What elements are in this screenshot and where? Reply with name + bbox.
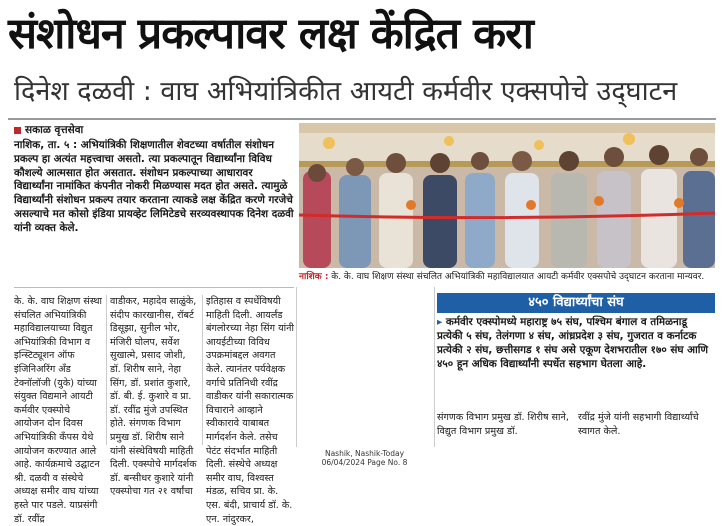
column-separator <box>202 295 203 445</box>
source-label: सकाळ वृत्तसेवा <box>25 124 84 136</box>
column-separator <box>434 287 435 447</box>
box-text <box>437 316 715 402</box>
body-column-3: इतिहास व स्पर्धेविषयी माहिती दिली. आयर्लंड बंगलोरच्या नेहा सिंग यांनी आयईटीच्या विविध उपक्रमांबद्दल अवगत केले. त्यानंतर पर्यवेक्षक वर्गाचे प्रतिनिधी रवींद्र वाडीकर यांनी सकारात्मक विचाराने आव्हाने स्वीकारावे याबाबत मार्गदर्शन केले. तसेच पेटंट संदर्भात माहिती दिली. संस्थेचे अध्यक्ष समीर वाघ, विश्वस्त मंडळ, सचिव प्रा. के. एस. बंदी, प्राचार्य डॉ. के. एन. नांदुरकर, <box>206 296 294 525</box>
caption-place: नाशिक : <box>299 272 329 282</box>
footer-line-2: 06/04/2024 Page No. 8 <box>321 458 408 467</box>
news-photo <box>299 123 715 268</box>
box-text-content: कर्मवीर एक्स्पोमध्ये महाराष्ट्र ७५ संघ, पश्चिम बंगाल व तमिळनाडू प्रत्येकी ५ संघ, तेलंगणा ४ संघ, आंध्रप्रदेश ३ संघ, गुजरात व कर्नाटक प्रत्येकी २ संघ, छत्तीसगड १ संघ असे एकूण देशभरातील १७० संघ आणि ४५० हून अधिक विद्यार्थ्यांनी स्पर्धेत सहभाग घेतला आहे. <box>437 316 708 370</box>
body-column-5: संगणक विभाग प्रमुख डॉ. शिरीष साने, विद्युत विभाग प्रमुख डॉ. <box>437 412 569 437</box>
lead-paragraph: नाशिक, ता. ५ : अभियांत्रिकी शिक्षणातील शेवटच्या वर्षातील संशोधन प्रकल्प हा अत्यंत महत्त्वाचा असतो. त्या प्रकल्पातून विद्यार्थ्यांना विविध कौशल्ये आत्मसात होत असतात. संशोधन प्रकल्पाच्या आधारावर विद्यार्थ्यांना नामांकित कंपनीत नोकरी मिळण्यास मदत होत असते. त्यामुळे विद्यार्थ्यांनी संशोधन प्रकल्प तयार करताना त्याकडे लक्ष केंद्रित करणे गरजेचे असल्याचे मत कोसो इंडिया प्रायव्हेट लिमिटेडचे सरव्यवस्थापक दिनेश दळवी यांनी व्यक्त केले. <box>14 139 294 234</box>
column-divider <box>14 287 294 288</box>
triangle-bullet-icon: ▸ <box>437 316 443 328</box>
column-separator <box>296 287 297 447</box>
box-title: ४५० विद्यार्थ्यांचा संघ <box>437 293 715 313</box>
caption-text: के. के. वाघ शिक्षण संस्था संचलित अभियांत्रिकी महाविद्यालयात आयटी कर्मवीर एक्सपोचे उद्‌घाटन करताना मान्यवर. <box>331 272 705 282</box>
source-marker-icon <box>14 127 21 134</box>
footer-line-1: Nashik, Nashik-Today <box>324 449 405 458</box>
photo-illustration <box>299 123 715 268</box>
photo-caption <box>299 270 715 284</box>
headline: संशोधन प्रकल्पावर लक्ष केंद्रित करा <box>8 9 533 59</box>
body-column-1: के. के. वाघ शिक्षण संस्था संचलित अभियांत्रिकी महाविद्यालयाच्या विद्युत अभियांत्रिकी विभाग व इन्स्टिट्यूशन ऑफ इंजिनिअरिंग अँड टेक्नॉलॉजी (युके) यांच्या संयुक्त विद्यमाने आयटी कर्मवीर एक्स्पोचे आयोजन दोन दिवस अभियांत्रिकी कँपस येथे आयोजन करण्यात आले आहे. कार्यक्रमाचे उद्घाटन श्री. दळवी व संस्थेचे अध्यक्ष समीर वाघ यांच्या हस्ते पार पडले. याप्रसंगी डॉ. रवींद्र <box>14 296 102 525</box>
body-column-2: वाडीकर, महादेव साळुंके, संदीप कारखानीस, रॉबर्ट डिसूझा, सुनील भोर, मंजिरी घोलप, सर्वेश सुखात्मे, प्रसाद जोशी, डॉ. शिरीष साने, नेहा सिंग, डॉ. प्रशांत कुशारे, डॉ. बी. ई. कुशारे व प्रा. डॉ. रवींद्र मुंजे उपस्थित होते. संगणक विभाग प्रमुख डॉ. शिरीष साने यांनी संस्थेविषयी माहिती दिली. एक्स्पोचे मार्गदर्शक डॉ. बन्सीधर कुशारे यांनी एक्स्पोचा गत २१ वर्षांचा <box>110 296 197 498</box>
headline-divider <box>8 118 716 120</box>
source-line <box>14 123 83 137</box>
column-separator <box>106 295 107 445</box>
page-footer <box>299 449 430 467</box>
subheadline: दिनेश दळवी : वाघ अभियांत्रिकीत आयटी कर्मवीर एक्सपोचे उद्‌घाटन <box>14 76 678 107</box>
body-column-6: रवींद्र मुंजे यांनी सहभागी विद्यार्थ्यांचे स्वागत केले. <box>578 412 699 437</box>
